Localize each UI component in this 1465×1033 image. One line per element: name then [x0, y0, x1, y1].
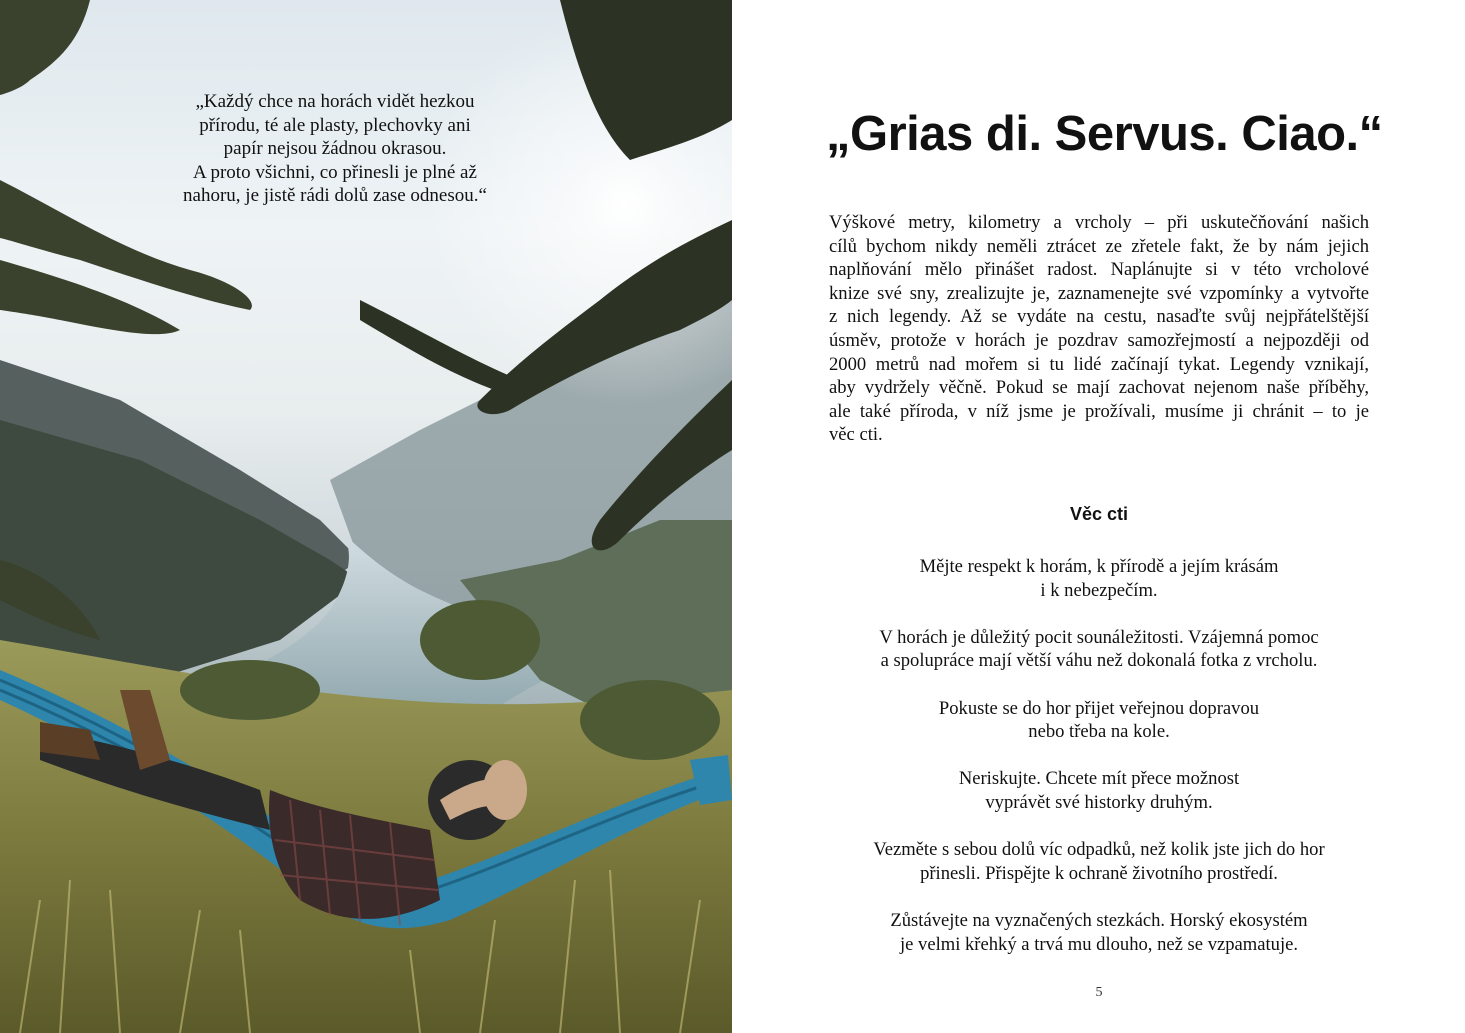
rule-line: V horách je důležitý pocit sounáležitosti. Vzájemná pomoc: [879, 626, 1319, 648]
paragraph-line: 2000 metrů nad mořem si tu lidé začínají tykat. Legendy vznikají,: [829, 353, 1369, 375]
rule-line: je velmi křehký a trvá mu dlouho, než se vzpamatuje.: [899, 933, 1299, 955]
page-number: 5: [1095, 985, 1103, 1000]
rule-item: [829, 838, 1369, 885]
rules-list: [829, 555, 1369, 980]
paragraph-line: z nich legendy. Až se vydáte na cestu, nasaďte svůj nejpřátelštější: [829, 306, 1369, 328]
section-heading: Věc cti: [1069, 504, 1129, 524]
rule-line: Neriskujte. Chcete mít přece možnost: [958, 768, 1240, 790]
quote-line: papír nejsou žádnou okrasou.: [223, 138, 447, 159]
paragraph-line: cílů bychom nikdy neměli ztrácet ze zřetele fakt, že by nám jejich: [829, 235, 1369, 257]
quote-line: přírodu, té ale plasty, plechovky ani: [199, 114, 471, 136]
rule-line: i k nebezpečím.: [1040, 579, 1158, 601]
paragraph-line: věc cti.: [829, 424, 883, 446]
rule-line: Mějte respekt k horám, k přírodě a jejím krásám: [919, 556, 1279, 577]
photo-quote: [150, 90, 520, 208]
rule-line: Zůstávejte na vyznačených stezkách. Horský ekosystém: [890, 909, 1308, 931]
quote-line: A proto všichni, co přinesli je plné až: [193, 161, 477, 183]
paragraph-line: aby vydržely věčně. Pokud se mají zachovat nejenom naše příběhy,: [829, 377, 1369, 399]
rule-line: Vezměte s sebou dolů víc odpadků, než kolik jste jich do hor: [873, 839, 1325, 861]
rule-line: vyprávět své historky druhým.: [985, 791, 1213, 813]
photo-page: [0, 0, 732, 1033]
rule-item: [829, 626, 1369, 673]
page-title: „Grias di. Servus. Ciao.“: [826, 107, 1383, 161]
rule-item: [829, 697, 1369, 744]
intro-paragraph: [829, 211, 1369, 447]
paragraph-line: naplňování mělo přinášet radost. Naplánujte si v této vrcholové: [829, 259, 1369, 281]
rule-line: a spolupráce mají větší váhu než dokonalá fotka z vrcholu.: [880, 650, 1318, 672]
rule-item: [829, 555, 1369, 602]
paragraph-line: Výškové metry, kilometry a vrcholy – při uskutečňování našich: [829, 212, 1369, 233]
paragraph-line: úsměv, protože v horách je pozdrav samozřejmostí a nejpozději od: [829, 329, 1369, 351]
quote-line: „Každý chce na horách vidět hezkou: [195, 91, 475, 112]
rule-line: nebo třeba na kole.: [1028, 721, 1170, 743]
rule-item: [829, 909, 1369, 956]
paragraph-line: knize své sny, zrealizujte je, zaznamenejte své vzpomínky a vytvořte: [829, 282, 1369, 304]
rule-item: [829, 767, 1369, 814]
rule-line: Pokuste se do hor přijet veřejnou dopravou: [938, 697, 1260, 719]
paragraph-line: ale také příroda, v níž jsme je prožívali, musíme ji chránit – to je: [829, 400, 1369, 422]
rule-line: přinesli. Přispějte k ochraně životního prostředí.: [920, 862, 1278, 884]
text-page: [732, 0, 1465, 1033]
quote-line: nahoru, je jistě rádi dolů zase odnesou.“: [183, 185, 487, 206]
